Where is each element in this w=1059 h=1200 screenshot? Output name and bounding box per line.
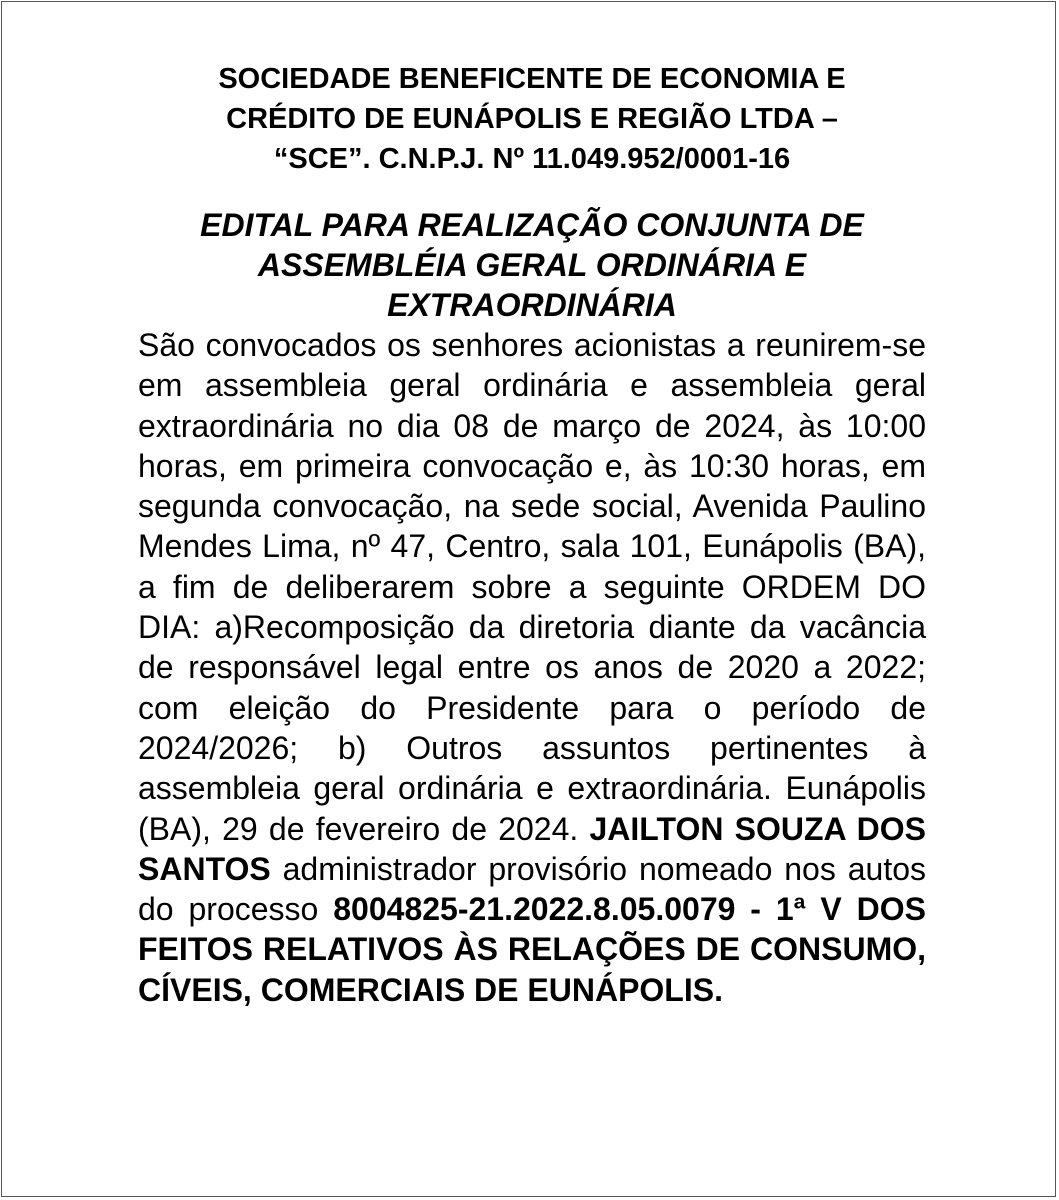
court-reference: 8004825-21.2022.8.05.0079 - 1ª V DOS FEITOS RELATIVOS ÀS RELAÇÕES DE CONSUMO, CÍVEIS, COMERCIAIS DE EUNÁPOLIS.	[138, 891, 927, 1008]
edital-body	[138, 325, 926, 1010]
body-paragraph: São convocados os senhores acionistas a reunirem-se em assembleia geral ordinária e assembleia geral extraordinária no dia 08 de março de 2024, às 10:00 horas, em primeira convocação e, às 10:30 horas, em segunda convocação, na sede social, Avenida Paulino Mendes Lima, nº 47, Centro, sala 101, Eunápolis (BA), a fim de deliberarem sobre a seguinte ORDEM DO DIA: a)Recomposição da diretoria diante da vacância de responsável legal entre os anos de 2020 a 2022; com eleição do Presidente para o período de 2024/2026; b) Outros assuntos pertinentes à assembleia geral ordinária e extraordinária. Eunápolis (BA), 29 de fevereiro de 2024.	[138, 327, 926, 847]
signer-name: JAILTON SOUZA DOS SANTOS	[138, 810, 927, 887]
edital-title	[138, 205, 926, 325]
company-header-line-1: SOCIEDADE BENEFICENTE DE ECONOMIA E	[218, 63, 846, 95]
company-header-line-2: CRÉDITO DE EUNÁPOLIS E REGIÃO LTDA –	[226, 103, 838, 135]
edital-title-line-1: EDITAL PARA REALIZAÇÃO CONJUNTA DE	[200, 207, 864, 243]
company-header-line-3: “SCE”. C.N.P.J. Nº 11.049.952/0001-16	[273, 143, 791, 175]
document-frame	[1, 1, 1056, 1197]
signer-role: administrador provisório nomeado nos autos do processo	[138, 850, 926, 928]
edital-title-line-2: ASSEMBLÉIA GERAL ORDINÁRIA E	[257, 247, 807, 283]
edital-content	[138, 59, 926, 1010]
edital-title-line-3: EXTRAORDINÁRIA	[387, 287, 677, 323]
company-header	[138, 59, 926, 179]
